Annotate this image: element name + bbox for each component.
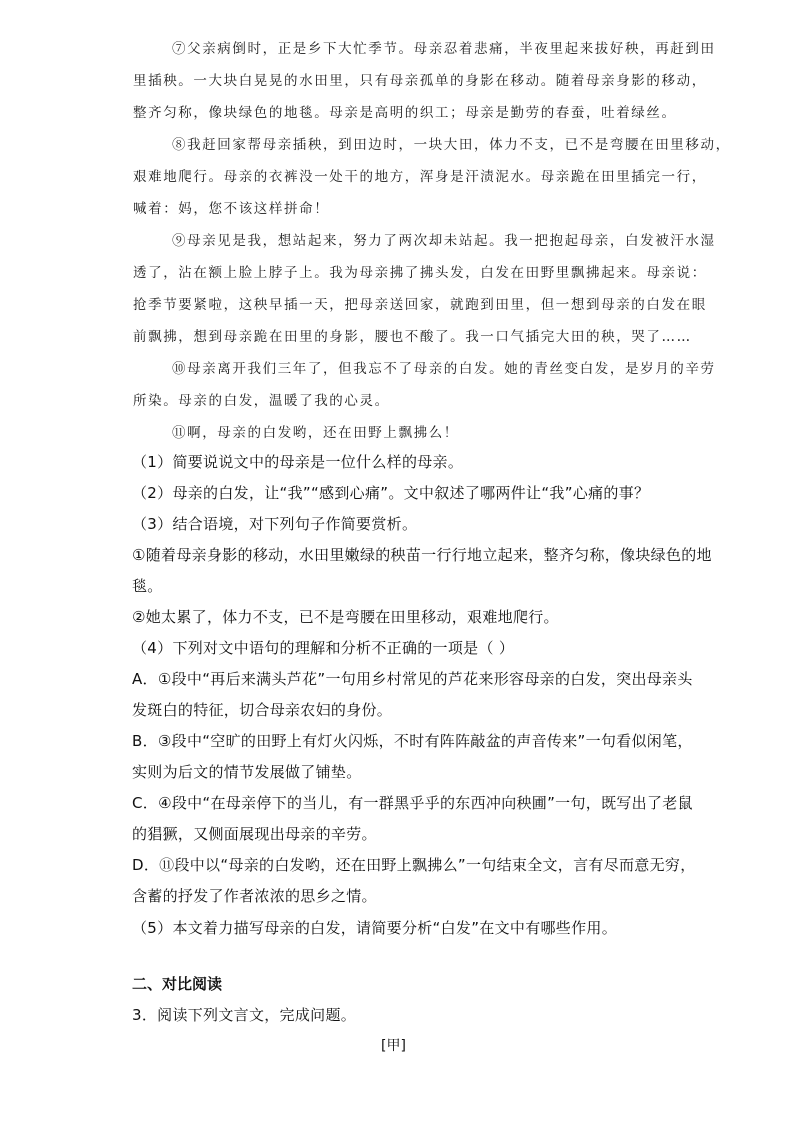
question-3-sentence1-line2: 毯。 (132, 577, 163, 595)
section-heading: 二、对比阅读 (132, 975, 223, 993)
question-4-option-b-line1: B．③段中“空旷的田野上有灯火闪烁，不时有阵阵敲盆的声音传来”一句看似闲笔， (132, 732, 693, 750)
passage-p7-line2: 里插秧。一大块白晃晃的水田里，只有母亲孤单的身影在移动。随着母亲身影的移动， (133, 73, 707, 89)
passage-p9-line4: 前飘拂，想到母亲跪在田里的身影，腰也不酸了。我一口气插完大田的秧，哭了…… (133, 329, 692, 345)
question-4-option-c-line1: C．④段中“在母亲停下的当儿，有一群黑乎乎的东西冲向秧圃”一句，既写出了老鼠 (132, 794, 693, 812)
question-4-option-d-line2: 含蓄的抒发了作者浓浓的思乡之情。 (132, 887, 377, 905)
sub-label: [甲] (381, 1038, 406, 1054)
question-1: （1）简要说说文中的母亲是一位什么样的母亲。 (132, 453, 464, 471)
question-4-option-c-line2: 的猖獗，又侧面展现出母亲的辛劳。 (132, 825, 377, 843)
question-4-option-a-line1: A．①段中“再后来满头芦花”一句用乡村常见的芦花来形容母亲的白发，突出母亲头 (132, 670, 693, 688)
passage-p7-line1: ⑦父亲病倒时，正是乡下大忙季节。母亲忍着悲痛，半夜里起来拔好秧，再赶到田 (172, 41, 716, 57)
passage-p8-line3: 喊着：妈，您不该这样拼命！ (133, 201, 330, 217)
passage-p8-line2: 艰难地爬行。母亲的衣裤没一处干的地方，浑身是汗渍泥水。母亲跪在田里插完一行， (133, 169, 707, 185)
question-2: （2）母亲的白发，让“我”“感到心痛”。文中叙述了哪两件让“我”心痛的事？ (132, 484, 650, 502)
question-4-option-b-line2: 实则为后文的情节发展做了铺垫。 (132, 763, 362, 781)
passage-p9-line3: 抢季节要紧啦，这秧早插一天，把母亲送回家，就跑到田里，但一想到母亲的白发在眼 (133, 297, 707, 313)
question-4-option-a-line2: 发斑白的特征，切合母亲农妇的身份。 (132, 701, 393, 719)
question-4-option-d-line1: D．⑪段中以“母亲的白发哟，还在田野上飘拂么”一句结束全文，言有尽而意无穷， (132, 856, 696, 874)
question-3-sentence2: ②她太累了，体力不支，已不是弯腰在田里移动，艰难地爬行。 (132, 608, 559, 626)
question-3-sentence1-line1: ①随着母亲身影的移动，水田里嫩绿的秧苗一行行地立起来，整齐匀称，像块绿色的地 (132, 546, 712, 564)
passage-p9-line1: ⑨母亲见是我，想站起来，努力了两次却未站起。我一把抱起母亲，白发被汗水湿 (172, 233, 716, 249)
passage-p10-line1: ⑩母亲离开我们三年了，但我忘不了母亲的白发。她的青丝变白发，是岁月的辛劳 (172, 361, 716, 377)
passage-p11-line1: ⑪啊，母亲的白发哟，还在田野上飘拂么！ (172, 425, 459, 441)
question-5: （5）本文着力描写母亲的白发，请简要分析“白发”在文中有哪些作用。 (132, 919, 617, 937)
question-4: （4）下列对文中语句的理解和分析不正确的一项是（ ） (132, 639, 515, 657)
passage-p8-line1: ⑧我赶回家帮母亲插秧，到田边时，一块大田，体力不支，已不是弯腰在田里移动， (172, 137, 731, 153)
passage-p10-line2: 所染。母亲的白发，温暖了我的心灵。 (133, 393, 390, 409)
question-3: （3）结合语境，对下列句子作简要赏析。 (132, 515, 418, 533)
question-3-intro: 3．阅读下列文言文，完成问题。 (132, 1006, 357, 1024)
passage-p7-line3: 整齐匀称，像块绿色的地毯。母亲是高明的织工；母亲是勤劳的春蚕，吐着绿丝。 (133, 105, 677, 121)
passage-p9-line2: 透了，沾在额上脸上脖子上。我为母亲拂了拂头发，白发在田野里飘拂起来。母亲说： (133, 265, 707, 281)
